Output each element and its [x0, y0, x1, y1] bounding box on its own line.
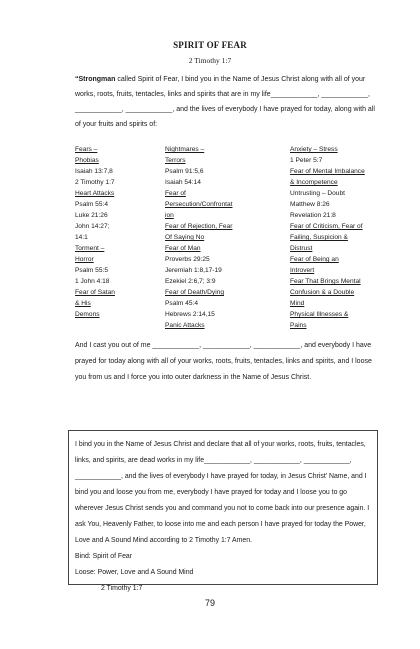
spirit-list-item: Failing, Suspicion &	[290, 234, 348, 241]
spirit-list-item: Panic Attacks	[165, 322, 205, 329]
spirit-list-item: Terrors	[165, 157, 186, 164]
spirit-list-item: Psalm 55:4	[75, 201, 108, 208]
spirit-list-item: Fear of Being an	[290, 256, 339, 263]
spirit-list-item: 14:1	[75, 234, 88, 241]
loose-line: Loose: Power, Love and A Sound Mind	[75, 569, 194, 576]
spirit-list-item: Confusion & a Double	[290, 289, 355, 296]
spirit-list-item: Psalm 55:5	[75, 267, 108, 274]
spirit-list-item: Fears –	[75, 146, 98, 153]
spirit-list-item: Nightmares –	[165, 146, 205, 153]
page-number: 79	[204, 598, 215, 608]
spirit-list-item: Of Saying No	[165, 234, 205, 241]
declaration-text	[75, 437, 373, 597]
spirit-list-item: Fear of	[165, 190, 186, 197]
spirit-list-item: Horror	[75, 256, 94, 263]
spirit-list-item: Isaiah 13:7,8	[75, 168, 113, 175]
spirit-list-item: Fear of Rejection, Fear	[165, 223, 233, 230]
spirit-list-item: Physical Illnesses &	[290, 311, 349, 318]
spirit-list-item: & Incompetence	[290, 179, 338, 186]
spirit-list-item: ion	[165, 212, 174, 219]
spirit-list-item: 1 Peter 5:7	[290, 157, 323, 164]
spirit-list-item: Revelation 21:8	[290, 212, 336, 219]
spirit-list-item: Matthew 8:26	[290, 201, 330, 208]
declaration-part-3: ind you and loose you from me, everybody I have prayed for today and I loose you to go wherever Jesus Christ sends you and command you not to come back into our presence again. I ask You, Heavenly Father, to loose into me and each person I have prayed for today the Power, Love and A Sound Mind according to 2 Timothy 1:7 Amen.	[75, 489, 370, 544]
spirit-list-item: Mind	[290, 300, 305, 307]
declaration-part-2: everybody I have prayed for today, in Jesus Christ’ Name, and I b	[75, 473, 367, 496]
spirit-list-item: Psalm 45:4	[165, 300, 198, 307]
spirit-list-item: Persecution/Confrontat	[165, 201, 233, 208]
spirit-list-item: John 14:27;	[75, 223, 110, 230]
spirit-list-item: Introvert	[290, 267, 315, 274]
spirit-list-item: Proverbs 29:25	[165, 256, 210, 263]
spirit-list-item: Fear of Criticism, Fear of	[290, 223, 363, 230]
spirit-list-item: Ezekiel 2:6,7; 3:9	[165, 278, 216, 285]
bind-line: Bind: Spirit of Fear	[75, 553, 133, 560]
scripture-reference: 2 Timothy 1:7	[188, 56, 232, 65]
spirit-list-item: Fear That Brings Mental	[290, 278, 361, 285]
spirit-list-item: Distrust	[290, 245, 313, 252]
spirit-list-item: Fear of Man	[165, 245, 201, 252]
spirit-list-item: Hebrews 2:14,15	[165, 311, 215, 318]
spirit-list-item: Jeremiah 1:8,17-19	[165, 267, 222, 274]
spirit-list-item: Luke 21:26	[75, 212, 108, 219]
spirit-list-item: Psalm 91:5,6	[165, 168, 204, 175]
spirit-list-item: Heart Attacks	[75, 190, 115, 197]
closing-reference: 2 Timothy 1:7	[101, 585, 143, 592]
intro-lead: “Strongman	[75, 76, 116, 83]
spirit-list-item: Demons	[75, 311, 100, 318]
spirit-list-item: Untrusting – Doubt	[290, 190, 345, 197]
declaration-part-1: I bind you in the Name of Jesus Christ and declare that all of your works, roots, fruits, tentacles, links, and spirits, are dead works in my life____________, ____________, ____________, ____________, and the lives of	[75, 441, 366, 480]
spirit-list-item: Anxiety – Stress	[290, 146, 338, 153]
cast-out-paragraph: And I cast you out of me ____________, ____________, ____________, and everybody I have prayed for today along with all of your works, roots, fruits, tentacles, links and spirits, and I loose you from us and I force you into outer darkness in the Name of Jesus Christ.	[75, 342, 372, 381]
intro-text: called Spirit of Fear, I bind you in the Name of Jesus Christ along with all of your works, roots, fruits, tentacles, links and spirits that are in my life____________, ____________, ____________, ____________, and the lives of everybody I have prayed for today, along with all of your fruits and spirits of:	[75, 76, 375, 128]
spirits-columns	[75, 144, 380, 339]
spirits-column-3	[290, 144, 400, 331]
spirits-column-2	[165, 144, 285, 331]
spirit-list-item: Fear of Mental Imbalance	[290, 168, 365, 175]
spirit-list-item: Torment –	[75, 245, 105, 252]
spirit-list-item: 1 John 4:18	[75, 278, 110, 285]
spirit-list-item: Phobias	[75, 157, 99, 164]
page-title: SPIRIT OF FEAR	[173, 40, 247, 50]
spirit-list-item: Fear of Satan	[75, 289, 115, 296]
declaration-box	[68, 430, 378, 592]
spirit-list-item: Pains	[290, 322, 307, 329]
spirit-list-item: Isaiah 54:14	[165, 179, 201, 186]
spirit-list-item: Fear of Death/Dying	[165, 289, 225, 296]
spirit-list-item: & His	[75, 300, 91, 307]
intro-paragraph	[75, 72, 375, 132]
spirits-column-1	[75, 144, 157, 320]
spirit-list-item: 2 Timothy 1:7	[75, 179, 115, 186]
